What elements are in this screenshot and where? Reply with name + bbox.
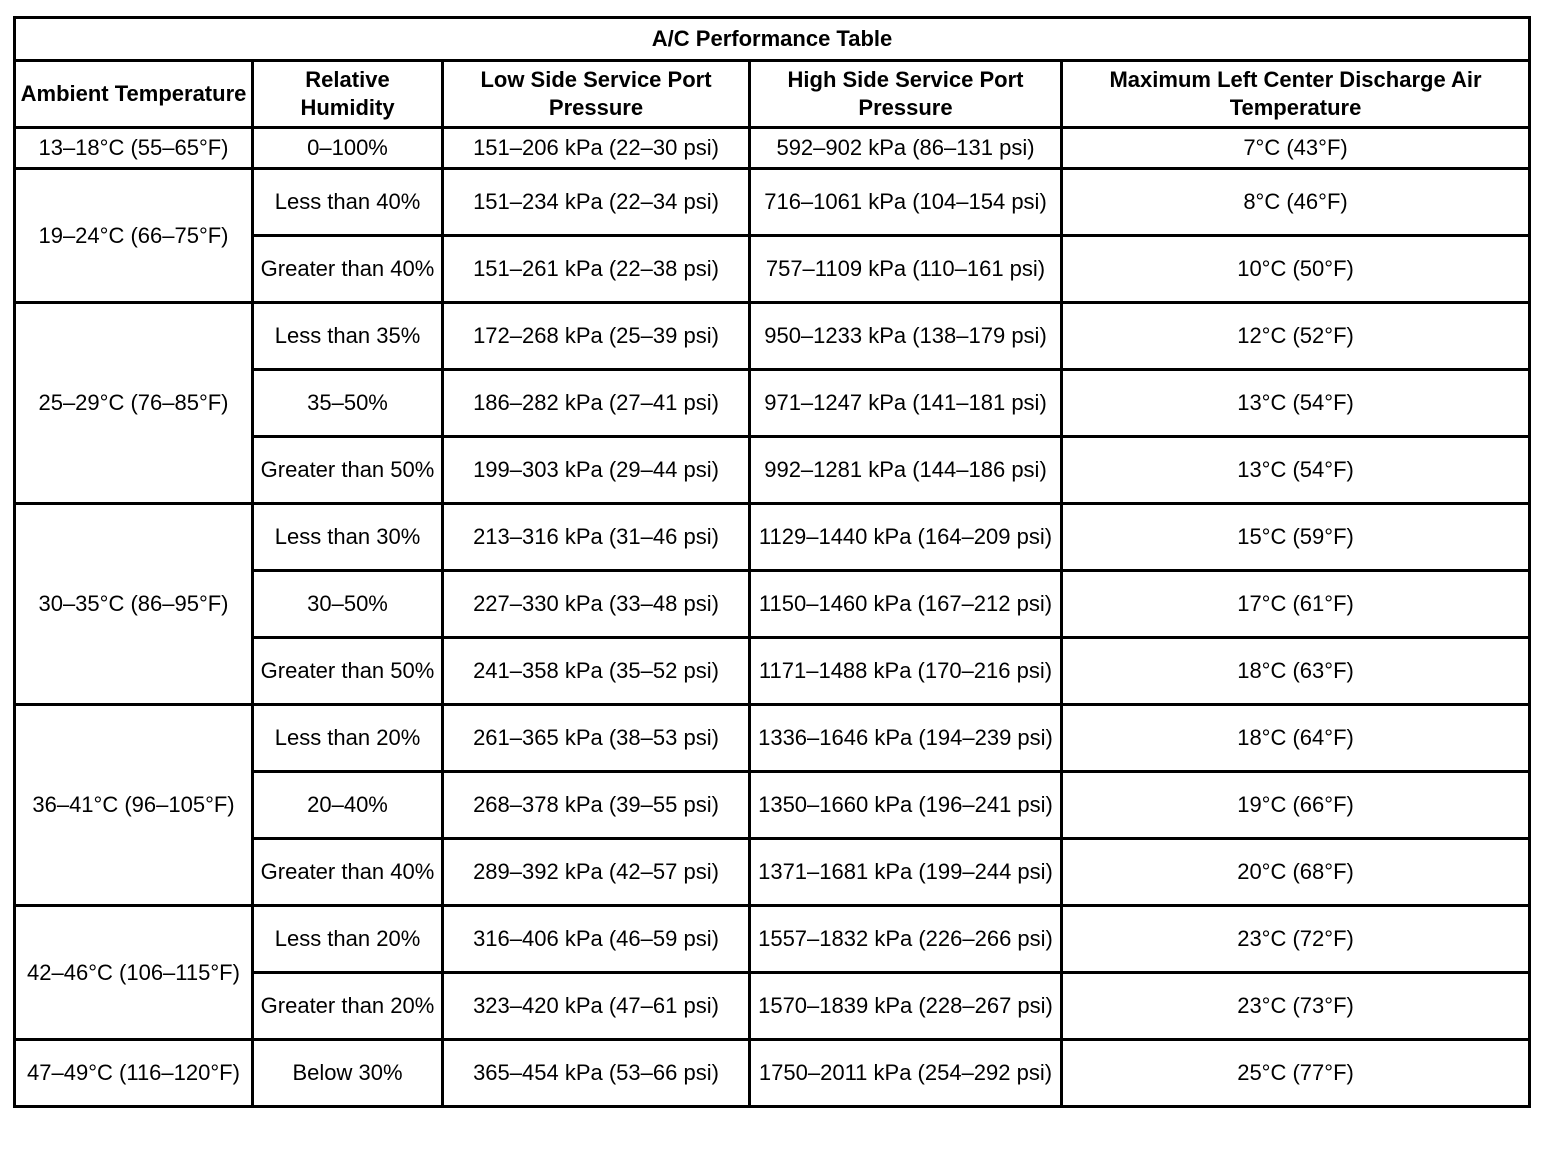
ambient-temperature-cell: 36–41°C (96–105°F) (15, 705, 253, 906)
table-title: A/C Performance Table (15, 18, 1530, 61)
high-side-pressure-cell: 1750–2011 kPa (254–292 psi) (750, 1040, 1062, 1107)
low-side-pressure-cell: 151–206 kPa (22–30 psi) (443, 128, 750, 169)
high-side-pressure-cell: 1557–1832 kPa (226–266 psi) (750, 906, 1062, 973)
low-side-pressure-cell: 261–365 kPa (38–53 psi) (443, 705, 750, 772)
header-low-side-pressure: Low Side Service Port Pressure (443, 61, 750, 128)
high-side-pressure-cell: 992–1281 kPa (144–186 psi) (750, 437, 1062, 504)
discharge-air-temperature-cell: 20°C (68°F) (1062, 839, 1530, 906)
high-side-pressure-cell: 1371–1681 kPa (199–244 psi) (750, 839, 1062, 906)
relative-humidity-cell: Less than 20% (253, 705, 443, 772)
ambient-temperature-cell: 30–35°C (86–95°F) (15, 504, 253, 705)
low-side-pressure-cell: 323–420 kPa (47–61 psi) (443, 973, 750, 1040)
relative-humidity-cell: Greater than 50% (253, 638, 443, 705)
ambient-temperature-cell: 13–18°C (55–65°F) (15, 128, 253, 169)
discharge-air-temperature-cell: 13°C (54°F) (1062, 437, 1530, 504)
high-side-pressure-cell: 1350–1660 kPa (196–241 psi) (750, 772, 1062, 839)
high-side-pressure-cell: 1129–1440 kPa (164–209 psi) (750, 504, 1062, 571)
low-side-pressure-cell: 151–261 kPa (22–38 psi) (443, 236, 750, 303)
low-side-pressure-cell: 199–303 kPa (29–44 psi) (443, 437, 750, 504)
table-row (15, 128, 1530, 169)
low-side-pressure-cell: 268–378 kPa (39–55 psi) (443, 772, 750, 839)
table-body (15, 128, 1530, 1107)
ambient-temperature-cell: 42–46°C (106–115°F) (15, 906, 253, 1040)
discharge-air-temperature-cell: 23°C (73°F) (1062, 973, 1530, 1040)
relative-humidity-cell: Below 30% (253, 1040, 443, 1107)
relative-humidity-cell: Greater than 40% (253, 839, 443, 906)
table-row (15, 705, 1530, 772)
discharge-air-temperature-cell: 17°C (61°F) (1062, 571, 1530, 638)
high-side-pressure-cell: 757–1109 kPa (110–161 psi) (750, 236, 1062, 303)
relative-humidity-cell: Greater than 20% (253, 973, 443, 1040)
high-side-pressure-cell: 592–902 kPa (86–131 psi) (750, 128, 1062, 169)
header-relative-humidity: Relative Humidity (253, 61, 443, 128)
high-side-pressure-cell: 1150–1460 kPa (167–212 psi) (750, 571, 1062, 638)
low-side-pressure-cell: 151–234 kPa (22–34 psi) (443, 169, 750, 236)
ambient-temperature-cell: 47–49°C (116–120°F) (15, 1040, 253, 1107)
low-side-pressure-cell: 316–406 kPa (46–59 psi) (443, 906, 750, 973)
relative-humidity-cell: 0–100% (253, 128, 443, 169)
discharge-air-temperature-cell: 19°C (66°F) (1062, 772, 1530, 839)
discharge-air-temperature-cell: 13°C (54°F) (1062, 370, 1530, 437)
low-side-pressure-cell: 213–316 kPa (31–46 psi) (443, 504, 750, 571)
high-side-pressure-cell: 1336–1646 kPa (194–239 psi) (750, 705, 1062, 772)
high-side-pressure-cell: 950–1233 kPa (138–179 psi) (750, 303, 1062, 370)
discharge-air-temperature-cell: 25°C (77°F) (1062, 1040, 1530, 1107)
table-row (15, 1040, 1530, 1107)
relative-humidity-cell: Less than 20% (253, 906, 443, 973)
relative-humidity-cell: Greater than 50% (253, 437, 443, 504)
relative-humidity-cell: Less than 40% (253, 169, 443, 236)
relative-humidity-cell: 20–40% (253, 772, 443, 839)
relative-humidity-cell: 30–50% (253, 571, 443, 638)
table-row (15, 906, 1530, 973)
discharge-air-temperature-cell: 23°C (72°F) (1062, 906, 1530, 973)
high-side-pressure-cell: 1171–1488 kPa (170–216 psi) (750, 638, 1062, 705)
low-side-pressure-cell: 227–330 kPa (33–48 psi) (443, 571, 750, 638)
relative-humidity-cell: Less than 35% (253, 303, 443, 370)
table-row (15, 169, 1530, 236)
table-row (15, 303, 1530, 370)
low-side-pressure-cell: 186–282 kPa (27–41 psi) (443, 370, 750, 437)
relative-humidity-cell: Less than 30% (253, 504, 443, 571)
discharge-air-temperature-cell: 15°C (59°F) (1062, 504, 1530, 571)
header-ambient-temperature: Ambient Temperature (15, 61, 253, 128)
discharge-air-temperature-cell: 7°C (43°F) (1062, 128, 1530, 169)
low-side-pressure-cell: 289–392 kPa (42–57 psi) (443, 839, 750, 906)
discharge-air-temperature-cell: 18°C (64°F) (1062, 705, 1530, 772)
discharge-air-temperature-cell: 18°C (63°F) (1062, 638, 1530, 705)
relative-humidity-cell: Greater than 40% (253, 236, 443, 303)
ac-performance-table (13, 16, 1531, 1108)
discharge-air-temperature-cell: 8°C (46°F) (1062, 169, 1530, 236)
discharge-air-temperature-cell: 10°C (50°F) (1062, 236, 1530, 303)
ambient-temperature-cell: 25–29°C (76–85°F) (15, 303, 253, 504)
low-side-pressure-cell: 172–268 kPa (25–39 psi) (443, 303, 750, 370)
title-row (15, 18, 1530, 61)
header-row (15, 61, 1530, 128)
high-side-pressure-cell: 1570–1839 kPa (228–267 psi) (750, 973, 1062, 1040)
low-side-pressure-cell: 365–454 kPa (53–66 psi) (443, 1040, 750, 1107)
header-high-side-pressure: High Side Service Port Pressure (750, 61, 1062, 128)
relative-humidity-cell: 35–50% (253, 370, 443, 437)
high-side-pressure-cell: 971–1247 kPa (141–181 psi) (750, 370, 1062, 437)
discharge-air-temperature-cell: 12°C (52°F) (1062, 303, 1530, 370)
high-side-pressure-cell: 716–1061 kPa (104–154 psi) (750, 169, 1062, 236)
table-row (15, 504, 1530, 571)
ambient-temperature-cell: 19–24°C (66–75°F) (15, 169, 253, 303)
low-side-pressure-cell: 241–358 kPa (35–52 psi) (443, 638, 750, 705)
header-discharge-air-temperature: Maximum Left Center Discharge Air Temperature (1062, 61, 1530, 128)
